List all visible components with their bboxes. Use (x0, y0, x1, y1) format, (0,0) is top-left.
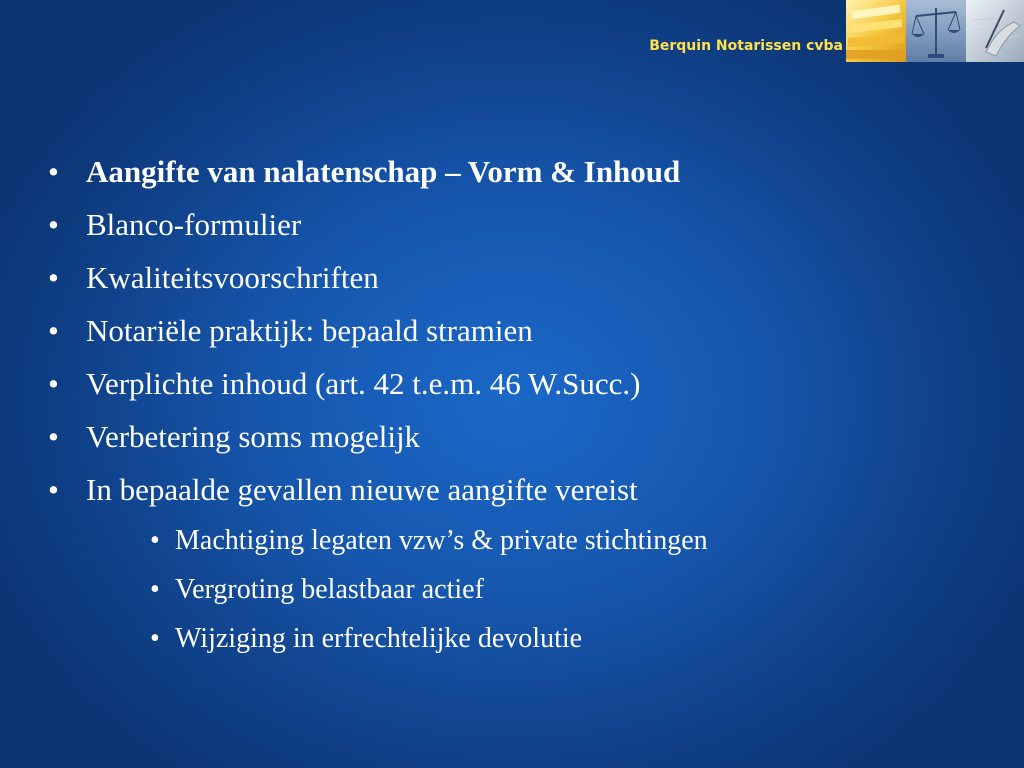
bullet-marker: • (150, 623, 160, 654)
bullet-marker: • (48, 472, 59, 507)
bullet-marker: • (48, 419, 59, 454)
hand-writing-image (966, 0, 1024, 62)
bullet-marker: • (48, 313, 59, 348)
bullet-text: Blanco-formulier (86, 207, 302, 242)
bullet-item (48, 251, 708, 304)
bullet-marker: • (150, 574, 160, 605)
bullet-item (48, 410, 708, 463)
bullet-text: Verbetering soms mogelijk (86, 419, 421, 454)
company-name: Berquin Notarissen cvba (649, 38, 843, 54)
bullet-item (48, 463, 708, 516)
bullet-text: Verplichte inhoud (art. 42 t.e.m. 46 W.Succ.) (86, 366, 641, 401)
bullet-marker: • (48, 366, 59, 401)
sub-bullet-item (48, 516, 708, 565)
bullet-item (48, 198, 708, 251)
scales-of-justice-image (906, 0, 966, 62)
bullet-marker: • (48, 260, 59, 295)
bullet-text: Kwaliteitsvoorschriften (86, 260, 379, 295)
sub-bullet-item (48, 614, 708, 663)
bullet-item (48, 145, 708, 198)
sub-bullet-item (48, 565, 708, 614)
bullet-text: Wijziging in erfrechtelijke devolutie (175, 623, 583, 654)
bullet-marker: • (150, 525, 160, 556)
header-photo-strip (846, 0, 1024, 62)
bullet-text: Aangifte van nalatenschap – Vorm & Inhoud (86, 154, 681, 189)
books-image (846, 0, 906, 62)
bullet-text: Machtiging legaten vzw’s & private stichtingen (175, 525, 708, 556)
bullet-text: Vergroting belastbaar actief (175, 574, 484, 605)
bullet-marker: • (48, 207, 59, 242)
bullet-item (48, 357, 708, 410)
bullet-item (48, 304, 708, 357)
header-images (846, 0, 1024, 62)
bullet-text: In bepaalde gevallen nieuwe aangifte vereist (86, 472, 638, 507)
bullet-list (48, 145, 708, 663)
bullet-text: Notariële praktijk: bepaald stramien (86, 313, 533, 348)
bullet-marker: • (48, 154, 59, 189)
